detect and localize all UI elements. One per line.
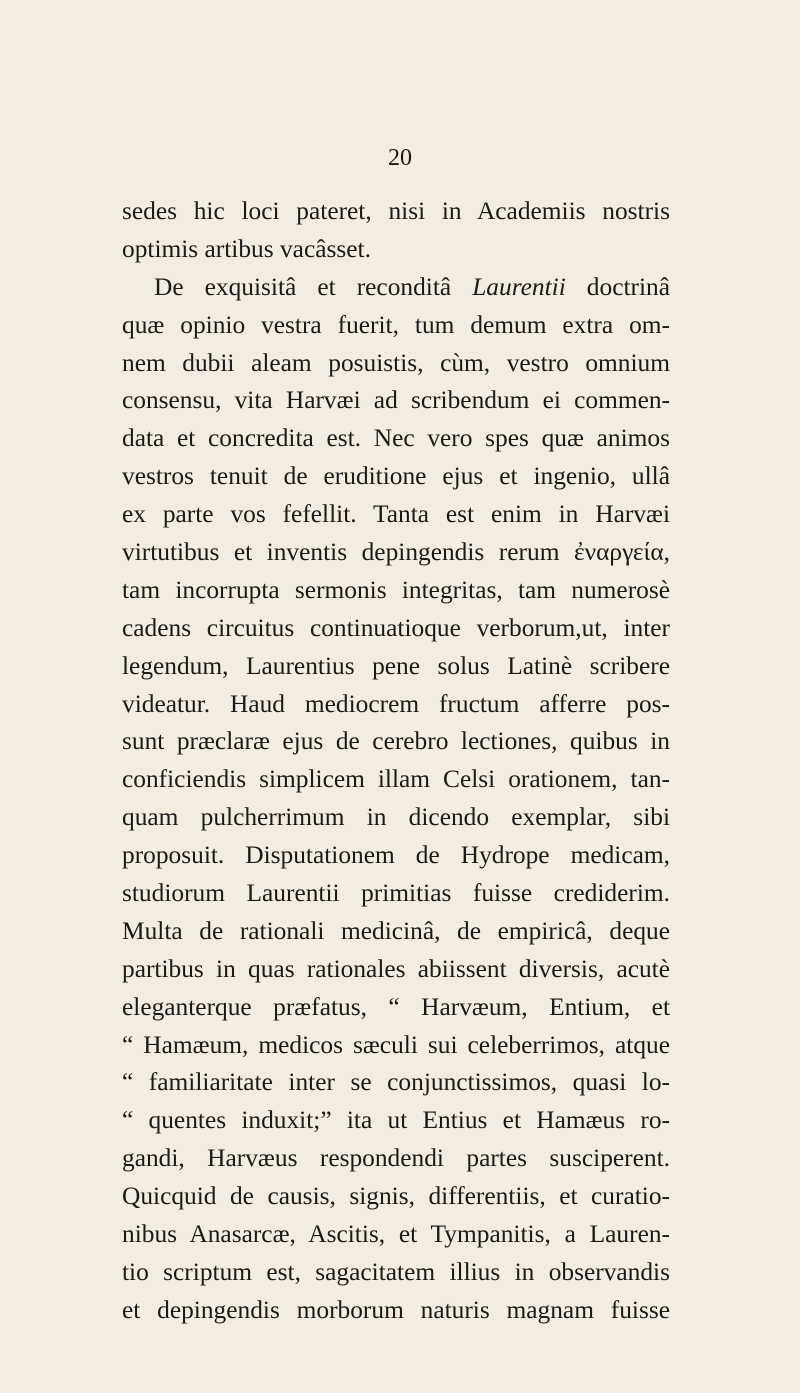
text-line: vestros tenuit de eruditione ejus et ingenio, ullâ [122,462,670,491]
text-line: proposuit. Disputationem de Hydrope medicam, [122,841,670,870]
text-line: et depingendis morborum naturis magnam fuisse [122,1295,670,1324]
text-line: data et concredita est. Nec vero spes quæ animos [122,424,670,453]
text-line: tam incorrupta sermonis integritas, tam numerosè [122,575,670,604]
text-line: quam pulcherrimum in dicendo exemplar, sibi [122,803,670,832]
text-line: Quicquid de causis, signis, differentiis, et curatio- [122,1182,670,1211]
text-line: virtutibus et inventis depingendis rerum ἐναργεία, [122,538,670,567]
text-line: sunt præclaræ ejus de cerebro lectiones, quibus in [122,727,670,756]
text-line: nem dubii aleam posuistis, cùm, vestro omnium [122,348,670,377]
page-number: 20 [388,145,412,171]
text-line: legendum, Laurentius pene solus Latinè scribere [122,651,670,680]
text-line: Multa de rationali medicinâ, de empiricâ, deque [122,916,670,945]
body-text [122,193,670,1330]
text-line: consensu, vita Harvæi ad scribendum ei commen- [122,386,670,415]
text-line: “ familiaritate inter se conjunctissimos, quasi lo- [122,1068,670,1097]
text-line: nibus Anasarcæ, Ascitis, et Tympanitis, a Lauren- [122,1220,670,1249]
text-line: partibus in quas rationales abiissent diversis, acutè [122,954,670,983]
text-line: optimis artibus vacâsset. [122,234,371,263]
text-line: “ Hamæum, medicos sæculi sui celeberrimos, atque [122,1030,670,1059]
text-line: De exquisitâ et reconditâ Laurentii doctrinâ [154,272,670,301]
text-line: gandi, Harvæus respondendi partes susciperent. [122,1144,670,1173]
text-line: quæ opinio vestra fuerit, tum demum extra om- [122,310,670,339]
text-line: conficiendis simplicem illam Celsi orationem, tan- [122,765,670,794]
italic-name: Laurentii [472,272,566,301]
text-line: studiorum Laurentii primitias fuisse crediderim. [122,879,670,908]
text-line: eleganterque præfatus, “ Harvæum, Entium, et [122,992,670,1021]
text-line: sedes hic loci pateret, nisi in Academiis nostris [122,197,670,225]
text-line: “ quentes induxit;” ita ut Entius et Hamæus ro- [122,1106,670,1135]
text-line: cadens circuitus continuatioque verborum,ut, inter [122,613,670,642]
text-line: ex parte vos fefellit. Tanta est enim in Harvæi [122,500,670,529]
text-line: videatur. Haud mediocrem fructum afferre pos- [122,689,670,718]
text-line: tio scriptum est, sagacitatem illius in observandis [122,1257,670,1286]
